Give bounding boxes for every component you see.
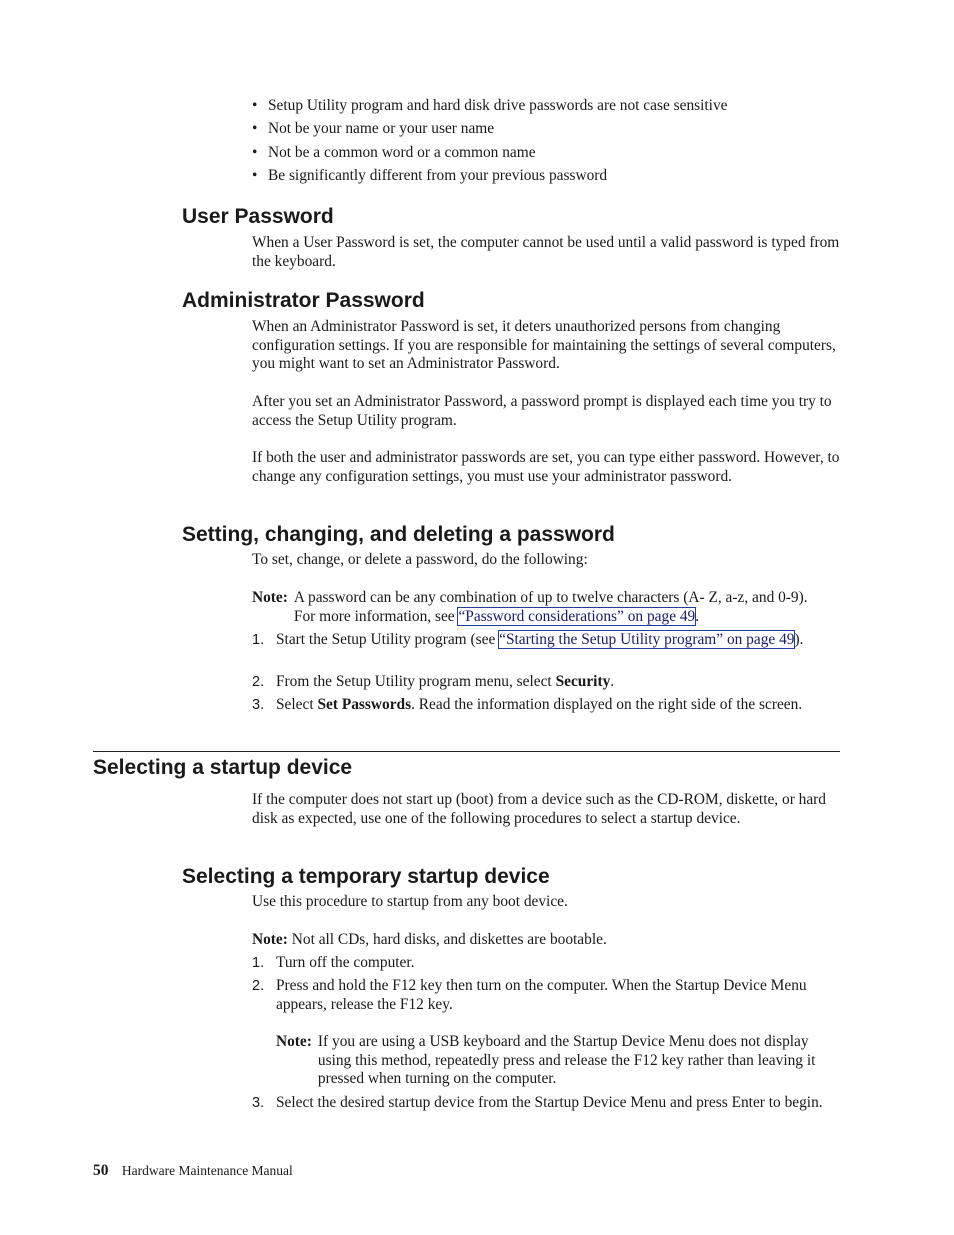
manual-title: Hardware Maintenance Manual	[121, 1163, 293, 1178]
step-item	[252, 1094, 842, 1113]
step-text: Press and hold the F12 key then turn on the computer. When the Startup Device Menu appears, release the F12 key.	[276, 977, 807, 1013]
step-text: Select Set Passwords. Read the information displayed on the right side of the screen.	[276, 696, 803, 713]
note-text: Not all CDs, hard disks, and diskettes are bootable.	[291, 931, 607, 948]
section-divider	[93, 751, 840, 752]
step-number: 1.	[252, 632, 265, 648]
list-item: • Not be a common word or a common name	[252, 144, 852, 167]
temporary-device-heading: Selecting a temporary startup device	[182, 865, 550, 888]
admin-password-paragraph: When an Administrator Password is set, it deters unauthorized persons from changing configuration settings. If you are responsible for maintaining the settings of several computers, you might want to set an Administrator Password.	[252, 318, 836, 373]
page-number: 50	[93, 1162, 109, 1179]
step-text: From the Setup Utility program menu, select Security.	[276, 673, 615, 690]
step-number: 3.	[252, 1095, 265, 1111]
list-item: • Be significantly different from your previous password	[252, 167, 852, 190]
step-item	[252, 977, 842, 1014]
step-number: 2.	[252, 674, 265, 690]
list-item: • Setup Utility program and hard disk drive passwords are not case sensitive	[252, 97, 852, 120]
note-label: Note:	[252, 589, 288, 606]
admin-password-paragraph: If both the user and administrator passwords are set, you can type either password. However, to change any configuration settings, you must use your administrator password.	[252, 449, 840, 485]
step-text: Turn off the computer.	[276, 954, 415, 971]
step-item	[252, 696, 842, 715]
note-label: Note:	[276, 1033, 312, 1050]
setting-password-intro: To set, change, or delete a password, do the following:	[252, 551, 588, 568]
password-note	[252, 589, 832, 626]
temporary-device-intro: Use this procedure to startup from any boot device.	[252, 893, 568, 910]
password-considerations-link[interactable]: “Password considerations” on page 49	[458, 607, 696, 625]
note-label: Note:	[252, 931, 288, 948]
startup-device-text: If the computer does not start up (boot) from a device such as the CD-ROM, diskette, or hard disk as expected, use one of the following procedures to select a startup device.	[252, 791, 827, 827]
step-text: Select the desired startup device from the Startup Device Menu and press Enter to begin.	[276, 1094, 823, 1111]
usb-keyboard-note	[276, 1033, 836, 1089]
step-number: 1.	[252, 955, 265, 971]
admin-password-heading: Administrator Password	[182, 289, 425, 312]
page-footer	[93, 1162, 293, 1181]
bootable-note	[252, 931, 832, 950]
startup-device-heading: Selecting a startup device	[93, 756, 353, 779]
requirements-list	[252, 97, 852, 190]
step-number: 2.	[252, 978, 265, 994]
admin-password-paragraph: After you set an Administrator Password, a password prompt is displayed each time you try to access the Setup Utility program.	[252, 393, 832, 429]
setting-password-heading: Setting, changing, and deleting a password	[182, 523, 615, 546]
step-number: 3.	[252, 697, 265, 713]
step-item	[252, 673, 842, 692]
note-text: If you are using a USB keyboard and the Startup Device Menu does not display using this method, repeatedly press and release the F12 key rather than leaving it pressed when turning on the computer.	[317, 1033, 816, 1088]
user-password-heading: User Password	[182, 205, 334, 228]
user-password-text: When a User Password is set, the computer cannot be used until a valid password is typed from the keyboard.	[252, 234, 840, 270]
step-text: Start the Setup Utility program (see “Starting the Setup Utility program” on page 49).	[276, 631, 804, 648]
note-text: A password can be any combination of up to twelve characters (A- Z, a-z, and 0-9). For more information, see “Password considerations” on page 49.	[293, 589, 808, 625]
step-item	[252, 631, 842, 650]
list-item: • Not be your name or your user name	[252, 120, 852, 143]
step-item	[252, 954, 842, 973]
starting-setup-utility-link[interactable]: “Starting the Setup Utility program” on page 49	[499, 631, 795, 648]
